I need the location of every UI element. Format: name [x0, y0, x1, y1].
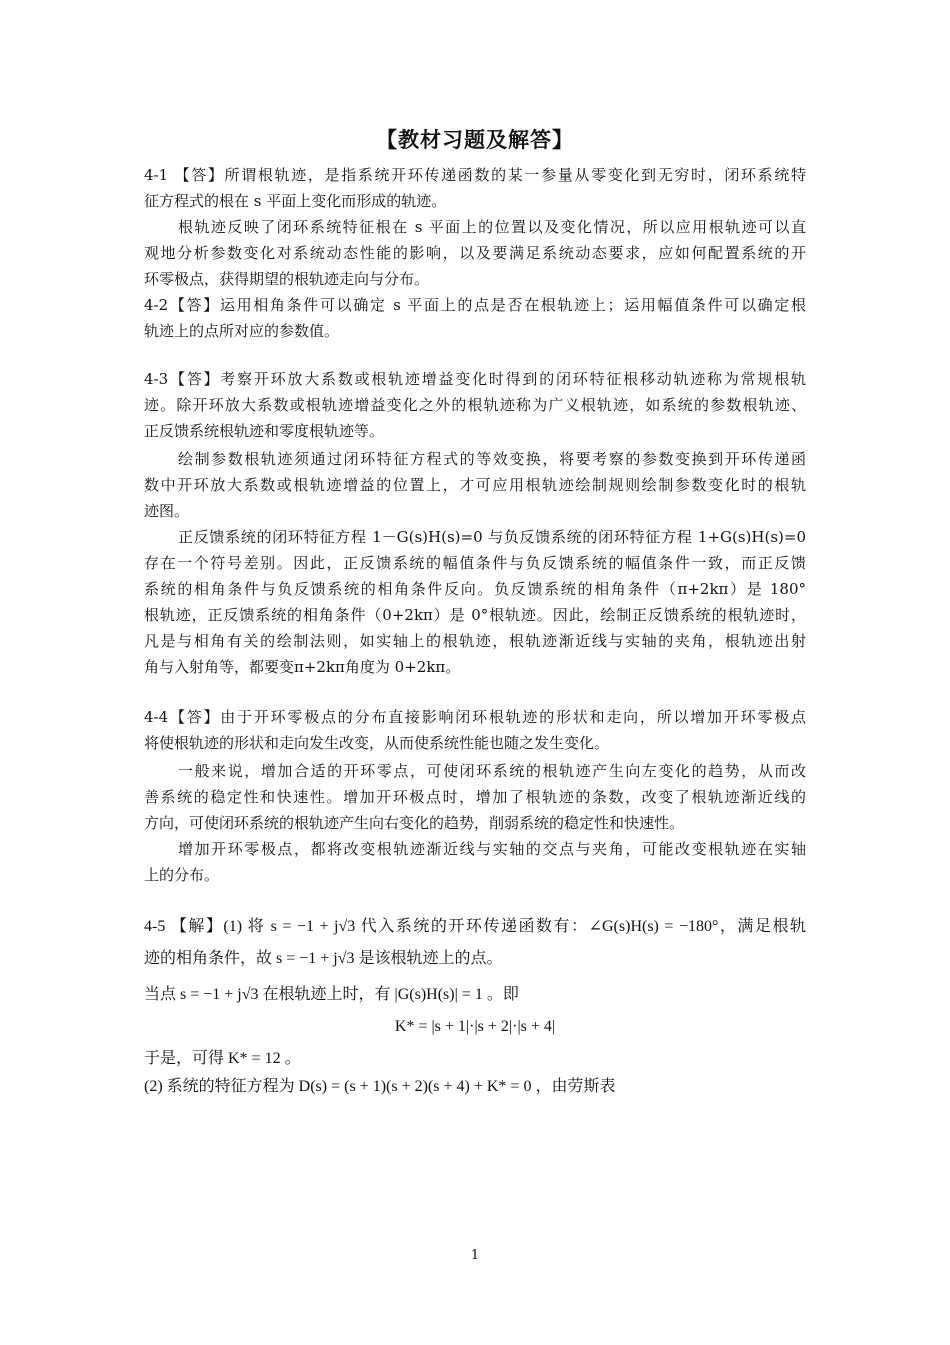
text-line-4-3-j: 根轨迹，正反馈系统的相角条件（0+2kπ）是 0°根轨迹。因此，绘制正反馈系统的根轨迹时， [144, 606, 806, 624]
text-line-4-4-g: 上的分布。 [144, 866, 220, 884]
text-line-4-1-b: 征方程式的根在 s 平面上变化而形成的轨迹。 [144, 192, 447, 210]
text-line-4-4-c: 一般来说，增加合适的开环零点，可使闭环系统的根轨迹产生向左变化的趋势，从而改 [178, 762, 806, 780]
text-line-4-5-b: 迹的相角条件，故 s = −1 + j√3 是该根轨迹上的点。 [144, 950, 503, 967]
text-line-4-2-a: 4-2【答】运用相角条件可以确定 s 平面上的点是否在根轨迹上；运用幅值条件可以确定根 [144, 296, 806, 314]
text-line-4-3-f: 迹图。 [144, 502, 190, 520]
text-line-4-5-d: 于是，可得 K* = 12 。 [144, 1050, 301, 1067]
text-line-4-3-c: 正反馈系统根轨迹和零度根轨迹等。 [144, 422, 385, 440]
text-line-4-4-b: 将使根轨迹的形状和走向发生改变，从而使系统性能也随之发生变化。 [144, 734, 610, 752]
text-line-4-4-f: 增加开环零极点，都将改变根轨迹渐近线与实轴的交点与夹角，可能改变根轨迹在实轴 [178, 840, 806, 858]
equation-k-star: K* = |s + 1|·|s + 2|·|s + 4| [394, 1018, 556, 1035]
text-line-4-3-i: 系统的相角条件与负反馈系统的相角条件反向。负反馈系统的相角条件（π+2kπ）是 180° [144, 580, 806, 598]
text-line-4-3-g: 正反馈系统的闭环特征方程 1－G(s)H(s)=0 与负反馈系统的闭环特征方程 1+G(s)H(s)=0 [178, 528, 806, 546]
text-line-4-3-a: 4-3【答】考察开环放大系数或根轨迹增益变化时得到的闭环特征根移动轨迹称为常规根轨 [144, 370, 806, 388]
text-line-4-3-h: 存在一个符号差别。因此，正反馈系统的幅值条件与负反馈系统的幅值条件一致，而正反馈 [144, 554, 806, 572]
page-title: 【教材习题及解答】 [376, 127, 574, 152]
text-line-4-2-b: 轨迹上的点所对应的参数值。 [144, 322, 340, 340]
text-line-4-4-d: 善系统的稳定性和快速性。增加开环极点时，增加了根轨迹的条数，改变了根轨迹渐近线的 [144, 788, 806, 806]
text-line-4-5-c: 当点 s = −1 + j√3 在根轨迹上时，有 |G(s)H(s)| = 1 。即 [144, 986, 519, 1003]
text-line-4-1-a: 4-1 【答】所谓根轨迹，是指系统开环传递函数的某一参量从零变化到无穷时，闭环系统特 [144, 166, 806, 184]
text-line-4-5-e: (2) 系统的特征方程为 D(s) = (s + 1)(s + 2)(s + 4) + K* = 0 ，由劳斯表 [144, 1078, 616, 1095]
text-line-4-4-e: 方向，可使闭环系统的根轨迹产生向右变化的趋势，削弱系统的稳定性和快速性。 [144, 814, 685, 832]
text-line-4-1-d: 观地分析参数变化对系统动态性能的影响，以及要满足系统动态要求，应如何配置系统的开 [144, 244, 806, 262]
text-line-4-4-a: 4-4【答】由于开环零极点的分布直接影响闭环根轨迹的形状和走向，所以增加开环零极点 [144, 708, 806, 726]
text-line-4-3-l: 角与入射角等，都要变π+2kπ角度为 0+2kπ。 [144, 658, 461, 676]
text-line-4-3-k: 凡是与相角有关的绘制法则，如实轴上的根轨迹，根轨迹渐近线与实轴的夹角，根轨迹出射 [144, 632, 806, 650]
text-line-4-1-e: 环零极点，获得期望的根轨迹走向与分布。 [144, 270, 430, 288]
text-line-4-3-b: 迹。除开环放大系数或根轨迹增益变化之外的根轨迹称为广义根轨迹，如系统的参数根轨迹、 [144, 396, 806, 414]
text-line-4-5-a: 4-5 【解】(1) 将 s = −1 + j√3 代入系统的开环传递函数有：∠G(s)H(s) = −180°，满足根轨 [144, 918, 806, 935]
text-line-4-3-d: 绘制参数根轨迹须通过闭环特征方程式的等效变换，将要考察的参数变换到开环传递函 [178, 450, 806, 468]
text-line-4-1-c: 根轨迹反映了闭环系统特征根在 s 平面上的位置以及变化情况，所以应用根轨迹可以直 [178, 218, 806, 236]
page-number: 1 [470, 1248, 480, 1263]
text-line-4-3-e: 数中开环放大系数或根轨迹增益的位置上，才可应用根轨迹绘制规则绘制参数变化时的根轨 [144, 476, 806, 494]
